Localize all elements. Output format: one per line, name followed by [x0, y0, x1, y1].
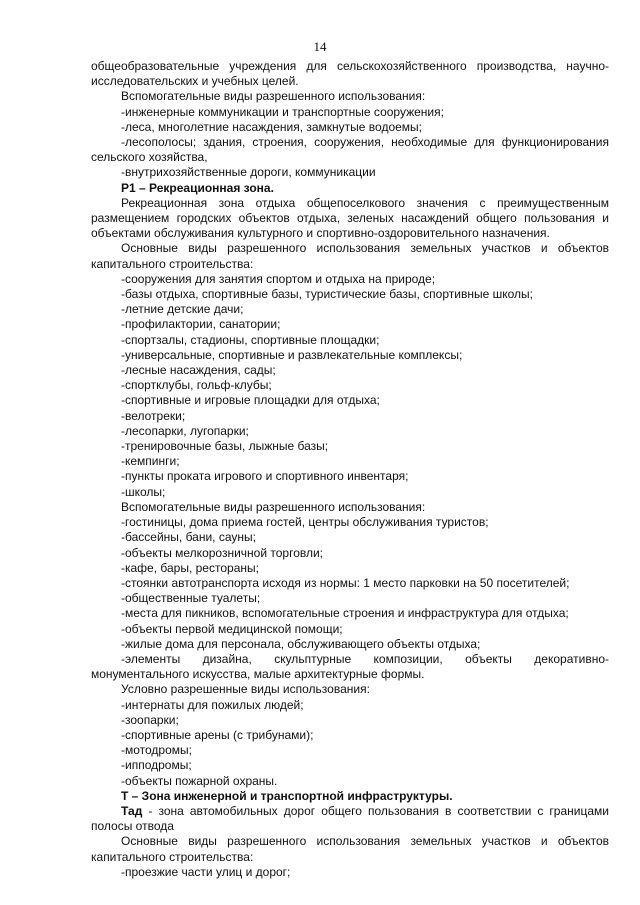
page-number: 14 [313, 39, 327, 54]
list-item: -базы отдыха, спортивные базы, туристические базы, спортивные школы; [121, 287, 533, 302]
list-item: -мотодромы; [121, 743, 192, 758]
list-item: -элементы дизайна, скульптурные композиции, объекты декоративно-монументального искусства, малые архитектурные формы. [91, 651, 609, 682]
zone-description: - зона автомобильных дорог общего пользования в соответствии с границами полосы отвода [91, 803, 609, 834]
list-item: -пункты проката игрового и спортивного инвентаря; [121, 469, 409, 484]
list-item: -профилактории, санатории; [121, 317, 281, 332]
paragraph: Вспомогательные виды разрешенного использования: [121, 89, 426, 104]
list-item: -объекты первой медицинской помощи; [121, 621, 343, 636]
list-item: -инженерные коммуникации и транспортные сооружения; [121, 104, 444, 119]
list-item: -лесные насаждения, сады; [121, 363, 276, 378]
list-item: -кемпинги; [121, 454, 180, 469]
paragraph: Основные виды разрешенного использования земельных участков и объектов капитального строительства: [91, 834, 609, 864]
list-item: -зоопарки; [121, 712, 179, 727]
list-item: -лесопарки, лугопарки; [121, 423, 249, 438]
list-item: -проезжие части улиц и дорог; [121, 864, 291, 879]
section-heading: Р1 – Рекреационная зона. [121, 180, 274, 195]
list-item: -объекты мелкорозничной торговли; [121, 545, 324, 560]
list-item: -объекты пожарной охраны. [121, 773, 278, 788]
list-item: -спортзалы, стадионы, спортивные площадки; [121, 332, 380, 347]
list-item: -спортклубы, гольф-клубы; [121, 378, 272, 393]
list-item: -места для пикников, вспомогательные строения и инфраструктура для отдыха; [121, 606, 569, 621]
list-item: -жилые дома для персонала, обслуживающего объекты отдыха; [121, 636, 481, 651]
list-item: -спортивные и игровые площадки для отдыха; [121, 393, 380, 408]
page-content [91, 59, 609, 880]
list-item: -универсальные, спортивные и развлекательные комплексы; [121, 347, 463, 362]
list-item: -спортивные арены (с трибунами); [121, 727, 314, 742]
list-item: -школы; [121, 484, 166, 499]
paragraph [91, 804, 609, 834]
list-item: -тренировочные базы, лыжные базы; [121, 439, 329, 454]
paragraph: Условно разрешенные виды использования: [121, 682, 370, 697]
list-item: -стоянки автотранспорта исходя из нормы: 1 место парковки на 50 посетителей; [121, 575, 570, 590]
paragraph: Вспомогательные виды разрешенного использования: [121, 499, 426, 514]
paragraph: Основные виды разрешенного использования земельных участков и объектов капитального строительства: [91, 241, 609, 271]
list-item: -общественные туалеты; [121, 591, 261, 606]
paragraph: общеобразовательные учреждения для сельскохозяйственного производства, научно-исследовательских и учебных целей. [91, 59, 609, 89]
zone-code: Тад [121, 803, 143, 818]
list-item: -интернаты для пожилых людей; [121, 697, 304, 712]
list-item: -велотреки; [121, 408, 186, 423]
list-item: -летние детские дачи; [121, 302, 244, 317]
paragraph: Рекреационная зона отдыха общепоселкового значения с преимущественным размещением городских объектов отдыха, зеленых насаждений общего пользования и объектами обслуживания культурного и спортивно-оздоровительного назначения. [91, 195, 609, 241]
section-heading: Т – Зона инженерной и транспортной инфраструктуры. [121, 788, 453, 803]
list-item: -внутрихозяйственные дороги, коммуникации [121, 165, 376, 180]
list-item: -лесополосы; здания, строения, сооружения, необходимые для функционирования сельского хозяйства, [91, 135, 609, 165]
list-item: -леса, многолетние насаждения, замкнутые водоемы; [121, 119, 423, 134]
list-item: -гостиницы, дома приема гостей, центры обслуживания туристов; [121, 515, 489, 530]
list-item: -сооружения для занятия спортом и отдыха на природе; [121, 271, 436, 286]
list-item: -кафе, бары, рестораны; [121, 560, 259, 575]
list-item: -ипподромы; [121, 758, 192, 773]
list-item: -бассейны, бани, сауны; [121, 530, 256, 545]
